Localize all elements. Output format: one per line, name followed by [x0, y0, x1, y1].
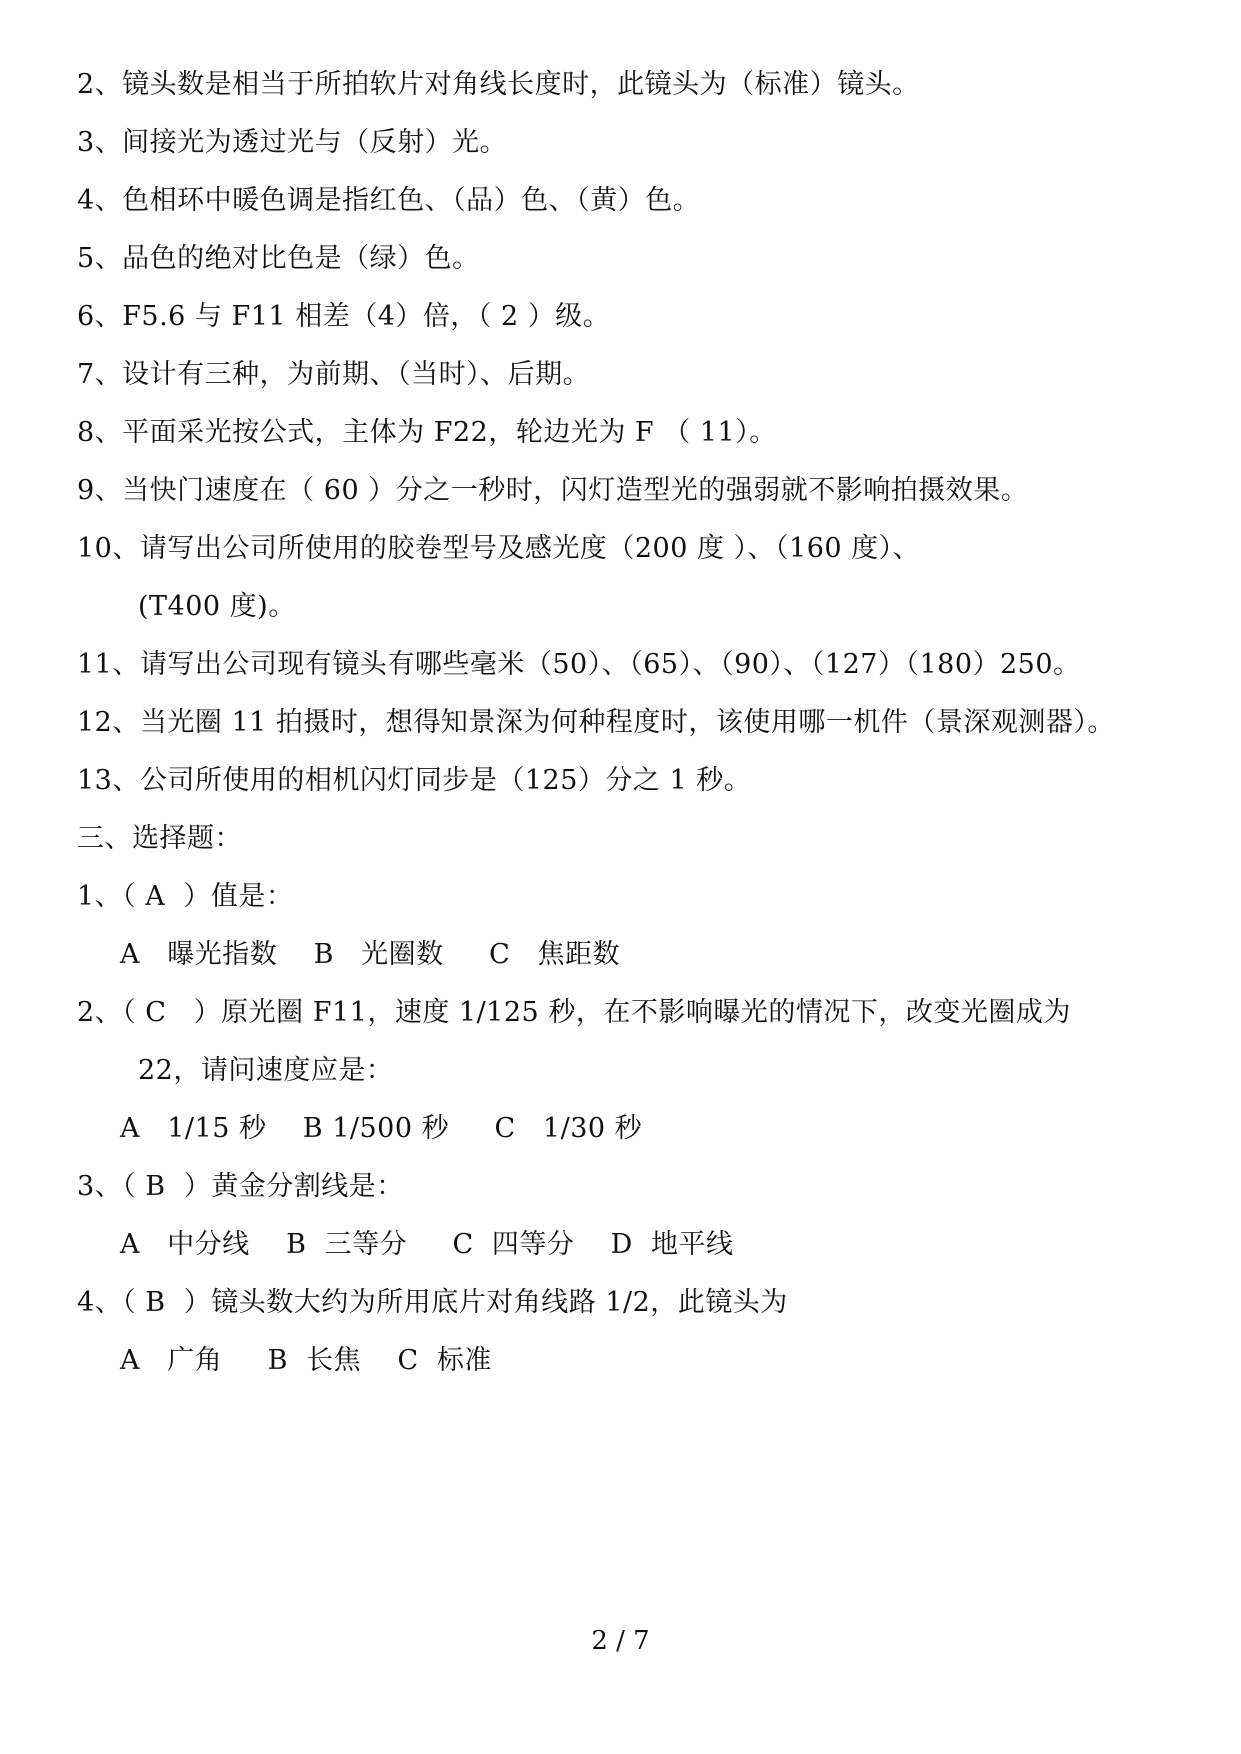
- question-fill-10-continued: (T400 度)。: [138, 591, 296, 622]
- choice-3-options: A 中分线 B 三等分 C 四等分 D 地平线: [120, 1229, 734, 1260]
- question-fill-7: 7、设计有三种，为前期、（当时）、后期。: [77, 359, 591, 390]
- question-fill-8: 8、平面采光按公式，主体为 F22，轮边光为 F （ 11）。: [77, 417, 777, 448]
- question-fill-11: 11、请写出公司现有镜头有哪些毫米（50）、（65）、（90）、（127）（180）250。: [77, 649, 1081, 680]
- question-fill-10: 10、请写出公司所使用的胶卷型号及感光度（200 度 ）、（160 度）、: [77, 533, 921, 564]
- question-fill-9: 9、当快门速度在（ 60 ）分之一秒时，闪灯造型光的强弱就不影响拍摄效果。: [77, 475, 1029, 506]
- question-choice-1: 1、（ A ）值是：: [77, 881, 294, 912]
- question-fill-6: 6、F5.6 与 F11 相差（4）倍，（ 2 ）级。: [77, 301, 611, 332]
- question-choice-3: 3、（ B ）黄金分割线是：: [77, 1171, 404, 1202]
- question-fill-13: 13、公司所使用的相机闪灯同步是（125）分之 1 秒。: [77, 765, 752, 796]
- question-choice-2: 2、（ C ）原光圈 F11，速度 1/125 秒，在不影响曝光的情况下，改变光圈成为: [77, 997, 1071, 1028]
- question-fill-3: 3、间接光为透过光与（反射）光。: [77, 127, 508, 158]
- question-choice-2-continued: 22，请问速度应是：: [138, 1055, 394, 1086]
- section-heading-choice: 三、选择题：: [77, 823, 242, 854]
- question-fill-4: 4、色相环中暖色调是指红色、（品）色、（黄）色。: [77, 185, 701, 216]
- choice-2-options: A 1/15 秒 B 1/500 秒 C 1/30 秒: [120, 1113, 643, 1144]
- page-number: 2 / 7: [591, 1626, 650, 1656]
- question-fill-5: 5、品色的绝对比色是（绿）色。: [77, 243, 480, 274]
- question-fill-2: 2、镜头数是相当于所拍软片对角线长度时，此镜头为（标准）镜头。: [77, 69, 920, 100]
- choice-4-options: A 广角 B 长焦 C 标准: [120, 1345, 492, 1376]
- question-fill-12: 12、当光圈 11 拍摄时，想得知景深为何种程度时，该使用哪一机件（景深观测器）。: [77, 707, 1115, 738]
- question-choice-4: 4、（ B ）镜头数大约为所用底片对角线路 1/2，此镜头为: [77, 1287, 788, 1318]
- choice-1-options: A 曝光指数 B 光圈数 C 焦距数: [120, 939, 620, 970]
